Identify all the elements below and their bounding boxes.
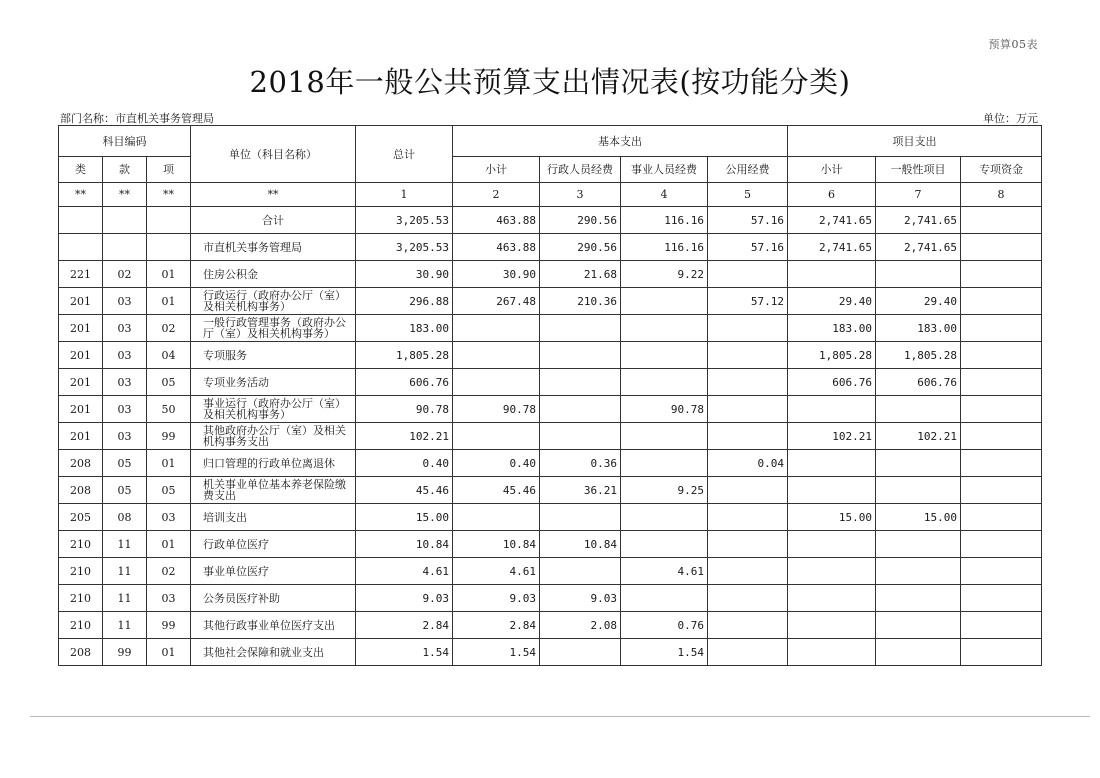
kuan-cell [103, 207, 147, 234]
project-special-header: 专项资金 [961, 157, 1042, 183]
kuan-cell [103, 234, 147, 261]
project-general-cell [876, 450, 961, 477]
basic-admin-cell [540, 504, 621, 531]
basic-public-cell [708, 342, 788, 369]
basic-institution-cell [621, 504, 708, 531]
total-cell: 3,205.53 [356, 207, 453, 234]
basic-institution-cell [621, 315, 708, 342]
basic-admin-cell: 36.21 [540, 477, 621, 504]
project-special-cell [961, 396, 1042, 423]
total-cell: 4.61 [356, 558, 453, 585]
basic-institution-cell [621, 342, 708, 369]
project-general-cell [876, 477, 961, 504]
table-row [59, 477, 1042, 504]
kuan-cell: 99 [103, 639, 147, 666]
lei-cell: 221 [59, 261, 103, 288]
kuan-cell: 11 [103, 558, 147, 585]
table-row [59, 639, 1042, 666]
table-row [59, 585, 1042, 612]
subject-name-cell: 机关事业单位基本养老保险缴费支出 [191, 477, 356, 504]
subject-name-cell: 培训支出 [191, 504, 356, 531]
xiang-cell: 05 [147, 369, 191, 396]
kuan-cell: 02 [103, 261, 147, 288]
basic-subtotal-cell [453, 504, 540, 531]
kuan-cell: 03 [103, 423, 147, 450]
project-general-cell: 29.40 [876, 288, 961, 315]
project-general-cell [876, 585, 961, 612]
subject-name-cell: 市直机关事务管理局 [191, 234, 356, 261]
table-body [59, 207, 1042, 666]
xiang-cell: 03 [147, 585, 191, 612]
basic-subtotal-cell: 10.84 [453, 531, 540, 558]
total-cell: 1,805.28 [356, 342, 453, 369]
document-title: 2018年一般公共预算支出情况表(按功能分类) [249, 65, 851, 99]
basic-subtotal-cell [453, 342, 540, 369]
basic-admin-cell [540, 423, 621, 450]
department-label: 部门名称：市直机关事务管理局 [60, 112, 214, 125]
project-special-cell [961, 234, 1042, 261]
index-cell: 1 [356, 183, 453, 207]
table-row [59, 288, 1042, 315]
basic-admin-cell: 10.84 [540, 531, 621, 558]
project-general-cell: 102.21 [876, 423, 961, 450]
basic-institution-cell: 116.16 [621, 207, 708, 234]
project-general-cell [876, 558, 961, 585]
xiang-cell: 05 [147, 477, 191, 504]
table-row [59, 612, 1042, 639]
xiang-cell: 99 [147, 612, 191, 639]
kuan-cell: 11 [103, 531, 147, 558]
lei-cell: 210 [59, 558, 103, 585]
table-row [59, 369, 1042, 396]
basic-admin-cell: 210.36 [540, 288, 621, 315]
project-subtotal-cell [788, 558, 876, 585]
table-row [59, 315, 1042, 342]
lei-cell: 210 [59, 531, 103, 558]
lei-header: 类 [59, 157, 103, 183]
subject-code-header: 科目编码 [59, 126, 191, 157]
index-cell: 6 [788, 183, 876, 207]
lei-cell: 201 [59, 396, 103, 423]
lei-cell: 201 [59, 342, 103, 369]
basic-institution-cell [621, 369, 708, 396]
table-row [59, 234, 1042, 261]
subject-name-cell: 合计 [191, 207, 356, 234]
xiang-cell: 03 [147, 504, 191, 531]
basic-admin-cell: 9.03 [540, 585, 621, 612]
xiang-cell: 01 [147, 639, 191, 666]
kuan-header: 款 [103, 157, 147, 183]
basic-expense-header: 基本支出 [453, 126, 788, 157]
basic-subtotal-cell: 45.46 [453, 477, 540, 504]
lei-cell: 201 [59, 288, 103, 315]
basic-public-header: 公用经费 [708, 157, 788, 183]
basic-institution-header: 事业人员经费 [621, 157, 708, 183]
lei-cell [59, 234, 103, 261]
subject-name-cell: 公务员医疗补助 [191, 585, 356, 612]
project-general-header: 一般性项目 [876, 157, 961, 183]
lei-cell: 210 [59, 585, 103, 612]
total-cell: 30.90 [356, 261, 453, 288]
xiang-cell [147, 207, 191, 234]
xiang-cell: 01 [147, 450, 191, 477]
basic-subtotal-cell: 4.61 [453, 558, 540, 585]
lei-cell: 208 [59, 477, 103, 504]
project-general-cell [876, 396, 961, 423]
table-row [59, 396, 1042, 423]
project-general-cell: 2,741.65 [876, 234, 961, 261]
kuan-cell: 03 [103, 315, 147, 342]
basic-public-cell [708, 531, 788, 558]
basic-public-cell [708, 612, 788, 639]
xiang-cell: 01 [147, 531, 191, 558]
xiang-cell: 02 [147, 558, 191, 585]
basic-admin-cell: 290.56 [540, 234, 621, 261]
total-cell: 102.21 [356, 423, 453, 450]
basic-institution-cell [621, 423, 708, 450]
basic-public-cell [708, 504, 788, 531]
basic-public-cell [708, 369, 788, 396]
project-subtotal-cell: 1,805.28 [788, 342, 876, 369]
project-subtotal-cell [788, 585, 876, 612]
basic-public-cell: 57.16 [708, 234, 788, 261]
basic-institution-cell: 9.25 [621, 477, 708, 504]
basic-subtotal-cell: 9.03 [453, 585, 540, 612]
kuan-cell: 08 [103, 504, 147, 531]
project-special-cell [961, 207, 1042, 234]
project-subtotal-cell: 15.00 [788, 504, 876, 531]
index-cell: 8 [961, 183, 1042, 207]
basic-institution-cell [621, 585, 708, 612]
index-cell: ** [59, 183, 103, 207]
basic-admin-cell: 290.56 [540, 207, 621, 234]
basic-subtotal-cell [453, 315, 540, 342]
table-row [59, 450, 1042, 477]
project-general-cell: 606.76 [876, 369, 961, 396]
index-cell: 2 [453, 183, 540, 207]
project-subtotal-cell [788, 531, 876, 558]
xiang-cell: 04 [147, 342, 191, 369]
subject-name-cell: 专项服务 [191, 342, 356, 369]
project-subtotal-cell: 2,741.65 [788, 207, 876, 234]
xiang-header: 项 [147, 157, 191, 183]
basic-institution-cell: 0.76 [621, 612, 708, 639]
total-cell: 3,205.53 [356, 234, 453, 261]
basic-institution-cell: 1.54 [621, 639, 708, 666]
basic-public-cell [708, 558, 788, 585]
basic-public-cell: 57.12 [708, 288, 788, 315]
project-special-cell [961, 369, 1042, 396]
kuan-cell: 11 [103, 585, 147, 612]
total-cell: 2.84 [356, 612, 453, 639]
project-special-cell [961, 342, 1042, 369]
index-cell: 5 [708, 183, 788, 207]
subject-name-cell: 事业运行（政府办公厅（室）及相关机构事务） [191, 396, 356, 423]
xiang-cell: 50 [147, 396, 191, 423]
basic-public-cell [708, 315, 788, 342]
index-cell: 3 [540, 183, 621, 207]
basic-institution-cell: 4.61 [621, 558, 708, 585]
table-row [59, 207, 1042, 234]
project-special-cell [961, 585, 1042, 612]
budget-table [58, 125, 1042, 666]
basic-subtotal-cell [453, 423, 540, 450]
basic-subtotal-cell: 1.54 [453, 639, 540, 666]
basic-admin-cell [540, 315, 621, 342]
xiang-cell: 01 [147, 261, 191, 288]
project-general-cell [876, 639, 961, 666]
lei-cell: 208 [59, 639, 103, 666]
project-general-cell [876, 261, 961, 288]
basic-subtotal-header: 小计 [453, 157, 540, 183]
basic-public-cell: 57.16 [708, 207, 788, 234]
total-header: 总计 [356, 126, 453, 183]
table-row [59, 504, 1042, 531]
project-general-cell: 15.00 [876, 504, 961, 531]
subject-name-cell: 专项业务活动 [191, 369, 356, 396]
basic-institution-cell: 9.22 [621, 261, 708, 288]
unit-name-header: 单位（科目名称） [191, 126, 356, 183]
project-general-cell [876, 531, 961, 558]
project-subtotal-cell [788, 477, 876, 504]
basic-admin-cell [540, 342, 621, 369]
basic-admin-cell [540, 558, 621, 585]
basic-institution-cell: 116.16 [621, 234, 708, 261]
project-subtotal-cell [788, 396, 876, 423]
basic-institution-cell [621, 531, 708, 558]
table-row [59, 531, 1042, 558]
lei-cell: 210 [59, 612, 103, 639]
table-row [59, 342, 1042, 369]
project-special-cell [961, 612, 1042, 639]
subject-name-cell: 事业单位医疗 [191, 558, 356, 585]
lei-cell: 205 [59, 504, 103, 531]
lei-cell [59, 207, 103, 234]
kuan-cell: 03 [103, 342, 147, 369]
lei-cell: 201 [59, 315, 103, 342]
total-cell: 90.78 [356, 396, 453, 423]
project-general-cell: 1,805.28 [876, 342, 961, 369]
project-special-cell [961, 639, 1042, 666]
subject-name-cell: 其他行政事业单位医疗支出 [191, 612, 356, 639]
basic-public-cell [708, 261, 788, 288]
project-subtotal-cell: 102.21 [788, 423, 876, 450]
total-cell: 10.84 [356, 531, 453, 558]
xiang-cell: 01 [147, 288, 191, 315]
kuan-cell: 03 [103, 396, 147, 423]
kuan-cell: 03 [103, 288, 147, 315]
lei-cell: 201 [59, 423, 103, 450]
index-cell: 7 [876, 183, 961, 207]
subject-name-cell: 其他社会保障和就业支出 [191, 639, 356, 666]
table-row [59, 261, 1042, 288]
basic-admin-header: 行政人员经费 [540, 157, 621, 183]
kuan-cell: 03 [103, 369, 147, 396]
lei-cell: 201 [59, 369, 103, 396]
project-general-cell: 183.00 [876, 315, 961, 342]
total-cell: 296.88 [356, 288, 453, 315]
basic-institution-cell [621, 288, 708, 315]
basic-subtotal-cell: 0.40 [453, 450, 540, 477]
basic-admin-cell: 0.36 [540, 450, 621, 477]
project-subtotal-cell: 606.76 [788, 369, 876, 396]
basic-subtotal-cell: 267.48 [453, 288, 540, 315]
subject-name-cell: 行政单位医疗 [191, 531, 356, 558]
basic-public-cell [708, 477, 788, 504]
project-subtotal-cell [788, 612, 876, 639]
basic-institution-cell [621, 450, 708, 477]
basic-subtotal-cell: 2.84 [453, 612, 540, 639]
total-cell: 15.00 [356, 504, 453, 531]
kuan-cell: 11 [103, 612, 147, 639]
project-subtotal-cell: 29.40 [788, 288, 876, 315]
index-cell: ** [103, 183, 147, 207]
total-cell: 1.54 [356, 639, 453, 666]
table-row [59, 558, 1042, 585]
basic-admin-cell [540, 396, 621, 423]
lei-cell: 208 [59, 450, 103, 477]
project-general-cell [876, 612, 961, 639]
basic-admin-cell [540, 369, 621, 396]
basic-subtotal-cell: 30.90 [453, 261, 540, 288]
basic-subtotal-cell: 463.88 [453, 234, 540, 261]
subject-name-cell: 行政运行（政府办公厅（室）及相关机构事务） [191, 288, 356, 315]
basic-public-cell [708, 585, 788, 612]
project-special-cell [961, 423, 1042, 450]
basic-public-cell: 0.04 [708, 450, 788, 477]
basic-subtotal-cell: 463.88 [453, 207, 540, 234]
subject-name-cell: 归口管理的行政单位离退休 [191, 450, 356, 477]
project-special-cell [961, 315, 1042, 342]
column-index-row [59, 183, 1042, 207]
total-cell: 0.40 [356, 450, 453, 477]
basic-public-cell [708, 396, 788, 423]
basic-admin-cell: 21.68 [540, 261, 621, 288]
project-subtotal-cell [788, 450, 876, 477]
basic-institution-cell: 90.78 [621, 396, 708, 423]
form-number: 预算05表 [988, 38, 1038, 51]
page-bottom-rule [30, 716, 1090, 717]
total-cell: 183.00 [356, 315, 453, 342]
subject-name-cell: 一般行政管理事务（政府办公厅（室）及相关机构事务） [191, 315, 356, 342]
project-special-cell [961, 504, 1042, 531]
header-row-1 [59, 126, 1042, 157]
unit-label: 单位：万元 [983, 112, 1038, 125]
project-special-cell [961, 450, 1042, 477]
total-cell: 9.03 [356, 585, 453, 612]
basic-subtotal-cell: 90.78 [453, 396, 540, 423]
xiang-cell: 02 [147, 315, 191, 342]
project-special-cell [961, 531, 1042, 558]
index-cell: 4 [621, 183, 708, 207]
project-subtotal-cell: 2,741.65 [788, 234, 876, 261]
subject-name-cell: 其他政府办公厅（室）及相关机构事务支出 [191, 423, 356, 450]
project-special-cell [961, 288, 1042, 315]
table-row [59, 423, 1042, 450]
project-subtotal-cell [788, 639, 876, 666]
project-special-cell [961, 558, 1042, 585]
xiang-cell: 99 [147, 423, 191, 450]
basic-admin-cell [540, 639, 621, 666]
xiang-cell [147, 234, 191, 261]
project-subtotal-cell: 183.00 [788, 315, 876, 342]
basic-public-cell [708, 639, 788, 666]
project-subtotal-header: 小计 [788, 157, 876, 183]
index-cell: ** [147, 183, 191, 207]
project-subtotal-cell [788, 261, 876, 288]
project-special-cell [961, 261, 1042, 288]
basic-subtotal-cell [453, 369, 540, 396]
project-general-cell: 2,741.65 [876, 207, 961, 234]
index-cell: ** [191, 183, 356, 207]
project-expense-header: 项目支出 [788, 126, 1042, 157]
project-special-cell [961, 477, 1042, 504]
basic-public-cell [708, 423, 788, 450]
kuan-cell: 05 [103, 450, 147, 477]
basic-admin-cell: 2.08 [540, 612, 621, 639]
total-cell: 606.76 [356, 369, 453, 396]
kuan-cell: 05 [103, 477, 147, 504]
subject-name-cell: 住房公积金 [191, 261, 356, 288]
total-cell: 45.46 [356, 477, 453, 504]
